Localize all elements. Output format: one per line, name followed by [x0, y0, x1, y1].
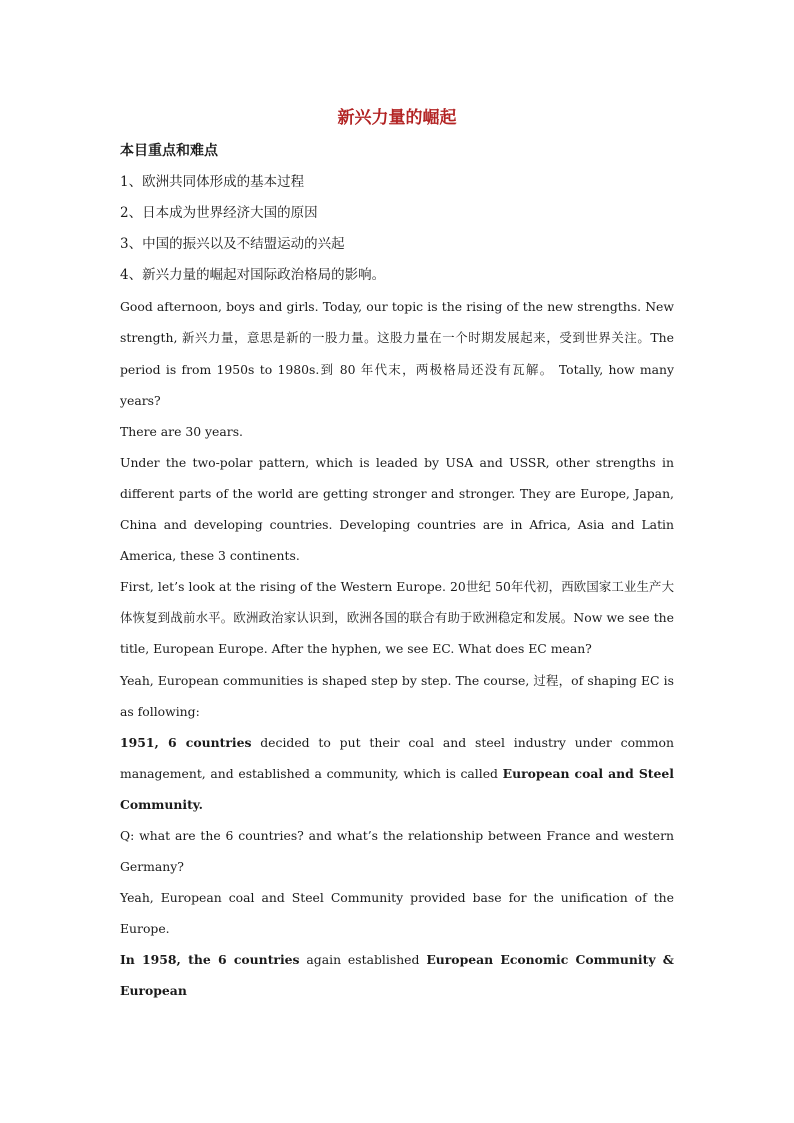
- page-title: 新兴力量的崛起: [337, 108, 457, 128]
- key-point-1: 1、欧洲共同体形成的基本过程: [120, 174, 305, 190]
- paragraph-1958-text: again established: [299, 952, 427, 968]
- paragraph-1951: [120, 727, 674, 820]
- year-1958-lead: In 1958, the 6 countries: [120, 952, 300, 968]
- key-point-3: 3、中国的振兴以及不结盟运动的兴起: [120, 236, 345, 253]
- year-1951-lead: 1951, 6 countries: [120, 734, 252, 750]
- paragraph-intro: Good afternoon, boys and girls. Today, our topic is the rising of the new strengths. New strength, 新兴力量，意思是新的一股力量。这股力量在一个时期发展起来，受到世界关注。The period is from 1950s to 1980s.到 80 年代末，两极格局还没有瓦解。 Totally, how many years?: [120, 299, 674, 408]
- paragraph-1958: [120, 944, 674, 1006]
- paragraph-ec-course: Yeah, European communities is shaped step by step. The course, 过程，of shaping EC is as following:: [120, 672, 674, 719]
- paragraph-western-europe: First, let’s look at the rising of the Western Europe. 20世纪 50年代初，西欧国家工业生产大体恢复到战前水平。欧洲政治家认识到，欧洲各国的联合有助于欧洲稳定和发展。Now we see the title, European Europe. After the hyphen, we see EC. What does EC mean?: [120, 579, 674, 657]
- eec-name: European Economic Community & European: [120, 952, 674, 999]
- ecsc-name: European coal and Steel Community.: [120, 765, 674, 812]
- paragraph-question: Q: what are the 6 countries? and what’s the relationship between France and western Germany?: [120, 827, 674, 875]
- paragraph-two-polar: Under the two-polar pattern, which is leaded by USA and USSR, other strengths in different parts of the world are getting stronger and stronger. They are Europe, Japan, China and developing countries. Developing countries are in Africa, Asia and Latin America, these 3 continents.: [120, 454, 674, 564]
- key-point-4: 4、新兴力量的崛起对国际政治格局的影响。: [120, 267, 386, 284]
- section-heading: 本目重点和难点: [120, 143, 218, 159]
- paragraph-answer-years: There are 30 years.: [120, 423, 243, 439]
- key-point-2: 2、日本成为世界经济大国的原因: [120, 205, 318, 222]
- paragraph-1951-text: decided to put their coal and steel industry under common management, and established a community, which is called: [120, 734, 674, 781]
- paragraph-answer-ecsc: Yeah, European coal and Steel Community provided base for the unification of the Europe.: [120, 890, 674, 937]
- document-body: [120, 104, 674, 1007]
